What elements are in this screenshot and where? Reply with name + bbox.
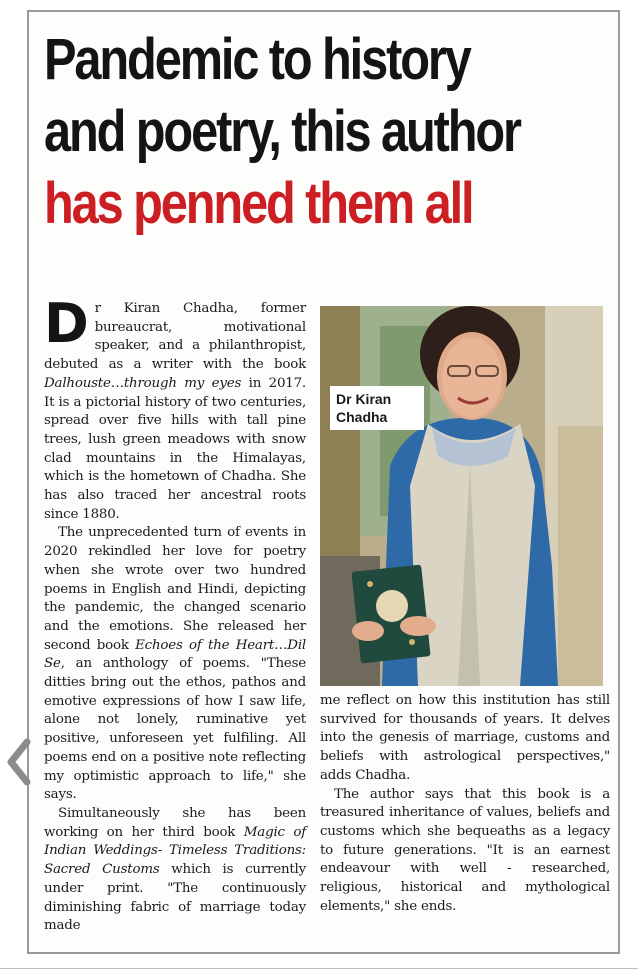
p3-text: Simultaneously she has been working on her third book xyxy=(44,805,306,840)
p1-text-end: in 2017. It is a pictorial history of two centuries, spread over five hills with tall pine trees, lush green meadows with snow clad mountains in the Himalayas, which is the hometown of Chadha. She has also traced her ancestral roots since 1880. xyxy=(44,375,306,522)
drop-cap: D xyxy=(44,292,89,355)
book-title-dalhousie: Dalhouste…through my eyes xyxy=(44,375,242,391)
author-photo xyxy=(320,306,603,686)
paragraph-3-continued: me reflect on how this institution has still survived for thousands of years. It delves into the genesis of marriage, customs and beliefs with astrological perspectives," adds Chadha. xyxy=(320,693,610,783)
chevron-left-icon xyxy=(5,738,31,786)
headline-line-2: and poetry, this author xyxy=(44,99,520,164)
article-column-left xyxy=(44,292,306,936)
p3-text-end: which is currently under print. "The continuously diminishing fabric of marriage today made xyxy=(44,862,306,934)
divider xyxy=(0,968,638,969)
author-photo-illustration xyxy=(320,306,603,686)
paragraph-2 xyxy=(44,524,306,805)
p1-text: r Kiran Chadha, former bureaucrat, motivational speaker, and a philanthropist, debuted as a writer with the book xyxy=(44,301,306,373)
article-column-right xyxy=(320,692,610,916)
paragraph-1 xyxy=(44,292,306,524)
headline-line-1: Pandemic to history xyxy=(44,27,470,92)
previous-page-button[interactable] xyxy=(0,735,36,789)
paragraph-4: The author says that this book is a treasured inheritance of values, beliefs and customs which she bequeaths as a legacy to future generations. "It is an earnest endeavour with well - researched, religious, historical and mythological elements," she ends. xyxy=(320,786,610,914)
photo-caption: Dr Kiran Chadha xyxy=(330,386,424,430)
headline xyxy=(44,24,520,240)
book-title-echoes: Echoes of the Heart…Dil Se xyxy=(44,637,306,672)
p2-text-end: , an anthology of poems. "These ditties bring out the ethos, pathos and emotive expressions of how I saw life, alone not lonely, ruminative yet positive, unforeseen yet fulfiling. All poems end on a positive note reflecting my optimistic approach to life," she says. xyxy=(44,656,306,803)
paragraph-3 xyxy=(44,805,306,936)
p2-text: The unprecedented turn of events in 2020 rekindled her love for poetry when she wrote over two hundred poems in English and Hindi, depicting the pandemic, the changed scenario and the emotions. She released her second book xyxy=(44,525,306,653)
headline-line-3: has penned them all xyxy=(44,171,473,236)
book-title-magic: Magic of Indian Weddings- Timeless Traditions: Sacred Customs xyxy=(44,824,306,878)
